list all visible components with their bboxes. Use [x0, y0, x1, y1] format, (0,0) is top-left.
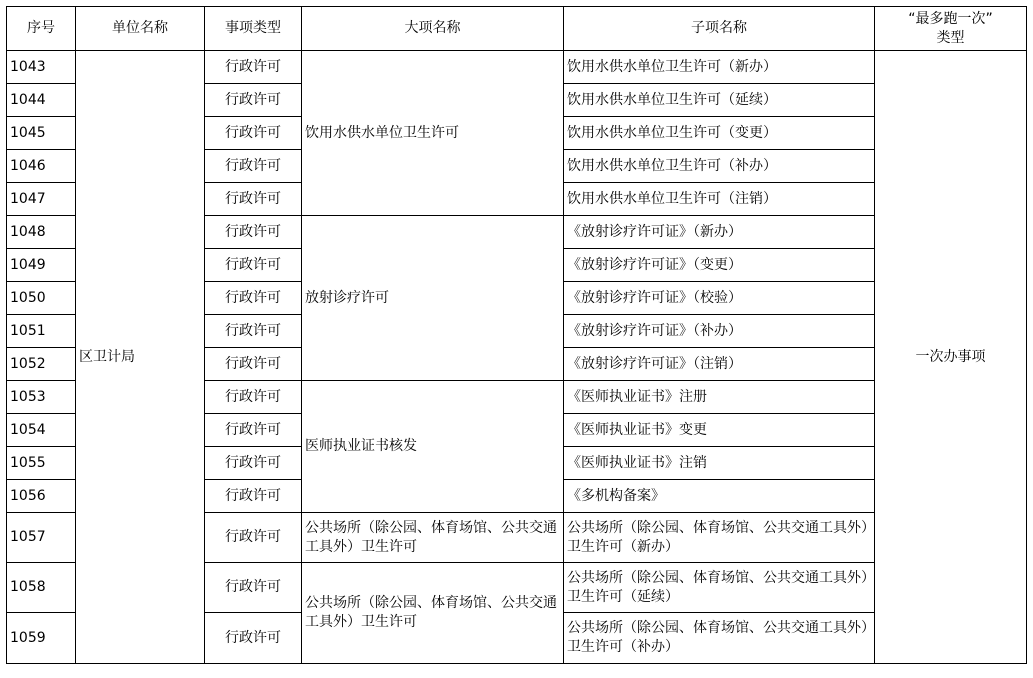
row-no: 1052 [7, 348, 76, 381]
header-no: 序号 [7, 7, 76, 51]
row-type: 行政许可 [205, 348, 302, 381]
header-runonce [875, 7, 1027, 51]
header-type: 事项类型 [205, 7, 302, 51]
row-type: 行政许可 [205, 249, 302, 282]
row-no: 1058 [7, 563, 76, 613]
row-sub: 饮用水供水单位卫生许可（补办） [564, 150, 875, 183]
row-type: 行政许可 [205, 480, 302, 513]
row-sub: 公共场所（除公园、体育场馆、公共交通工具外）卫生许可（新办） [564, 513, 875, 563]
row-no: 1047 [7, 183, 76, 216]
row-type: 行政许可 [205, 51, 302, 84]
row-sub: 《放射诊疗许可证》（校验） [564, 282, 875, 315]
row-sub: 《放射诊疗许可证》（补办） [564, 315, 875, 348]
row-no: 1059 [7, 613, 76, 664]
row-type: 行政许可 [205, 216, 302, 249]
row-sub: 公共场所（除公园、体育场馆、公共交通工具外）卫生许可（补办） [564, 613, 875, 664]
row-no: 1049 [7, 249, 76, 282]
major-item: 放射诊疗许可 [302, 216, 564, 381]
row-sub: 《医师执业证书》注册 [564, 381, 875, 414]
row-type: 行政许可 [205, 613, 302, 664]
header-major: 大项名称 [302, 7, 564, 51]
row-type: 行政许可 [205, 84, 302, 117]
row-sub: 饮用水供水单位卫生许可（新办） [564, 51, 875, 84]
row-sub: 《放射诊疗许可证》（注销） [564, 348, 875, 381]
unit-name: 区卫计局 [76, 51, 205, 664]
row-no: 1046 [7, 150, 76, 183]
row-no: 1045 [7, 117, 76, 150]
row-sub: 《放射诊疗许可证》（变更） [564, 249, 875, 282]
major-item: 公共场所（除公园、体育场馆、公共交通工具外）卫生许可 [302, 563, 564, 664]
row-no: 1043 [7, 51, 76, 84]
row-type: 行政许可 [205, 381, 302, 414]
header-sub: 子项名称 [564, 7, 875, 51]
row-sub: 《放射诊疗许可证》（新办） [564, 216, 875, 249]
row-type: 行政许可 [205, 282, 302, 315]
row-sub: 饮用水供水单位卫生许可（注销） [564, 183, 875, 216]
runonce-type: 一次办事项 [875, 51, 1027, 664]
row-sub: 《医师执业证书》注销 [564, 447, 875, 480]
row-sub: 《多机构备案》 [564, 480, 875, 513]
row-type: 行政许可 [205, 447, 302, 480]
header-runonce-line2: 类型 [936, 29, 965, 46]
header-unit: 单位名称 [76, 7, 205, 51]
row-sub: 公共场所（除公园、体育场馆、公共交通工具外）卫生许可（延续） [564, 563, 875, 613]
header-row [7, 7, 1027, 51]
row-no: 1050 [7, 282, 76, 315]
row-type: 行政许可 [205, 315, 302, 348]
row-sub: 《医师执业证书》变更 [564, 414, 875, 447]
row-no: 1057 [7, 513, 76, 563]
row-type: 行政许可 [205, 414, 302, 447]
row-no: 1055 [7, 447, 76, 480]
row-type: 行政许可 [205, 563, 302, 613]
row-sub: 饮用水供水单位卫生许可（延续） [564, 84, 875, 117]
major-item: 医师执业证书核发 [302, 381, 564, 513]
table-row [7, 51, 1027, 84]
row-no: 1051 [7, 315, 76, 348]
row-no: 1053 [7, 381, 76, 414]
row-no: 1054 [7, 414, 76, 447]
row-sub: 饮用水供水单位卫生许可（变更） [564, 117, 875, 150]
items-table [6, 6, 1027, 664]
header-runonce-line1: “最多跑一次” [908, 10, 993, 27]
row-type: 行政许可 [205, 117, 302, 150]
row-no: 1056 [7, 480, 76, 513]
major-item: 饮用水供水单位卫生许可 [302, 51, 564, 216]
row-no: 1048 [7, 216, 76, 249]
major-item: 公共场所（除公园、体育场馆、公共交通工具外）卫生许可 [302, 513, 564, 563]
row-no: 1044 [7, 84, 76, 117]
row-type: 行政许可 [205, 150, 302, 183]
row-type: 行政许可 [205, 513, 302, 563]
row-type: 行政许可 [205, 183, 302, 216]
